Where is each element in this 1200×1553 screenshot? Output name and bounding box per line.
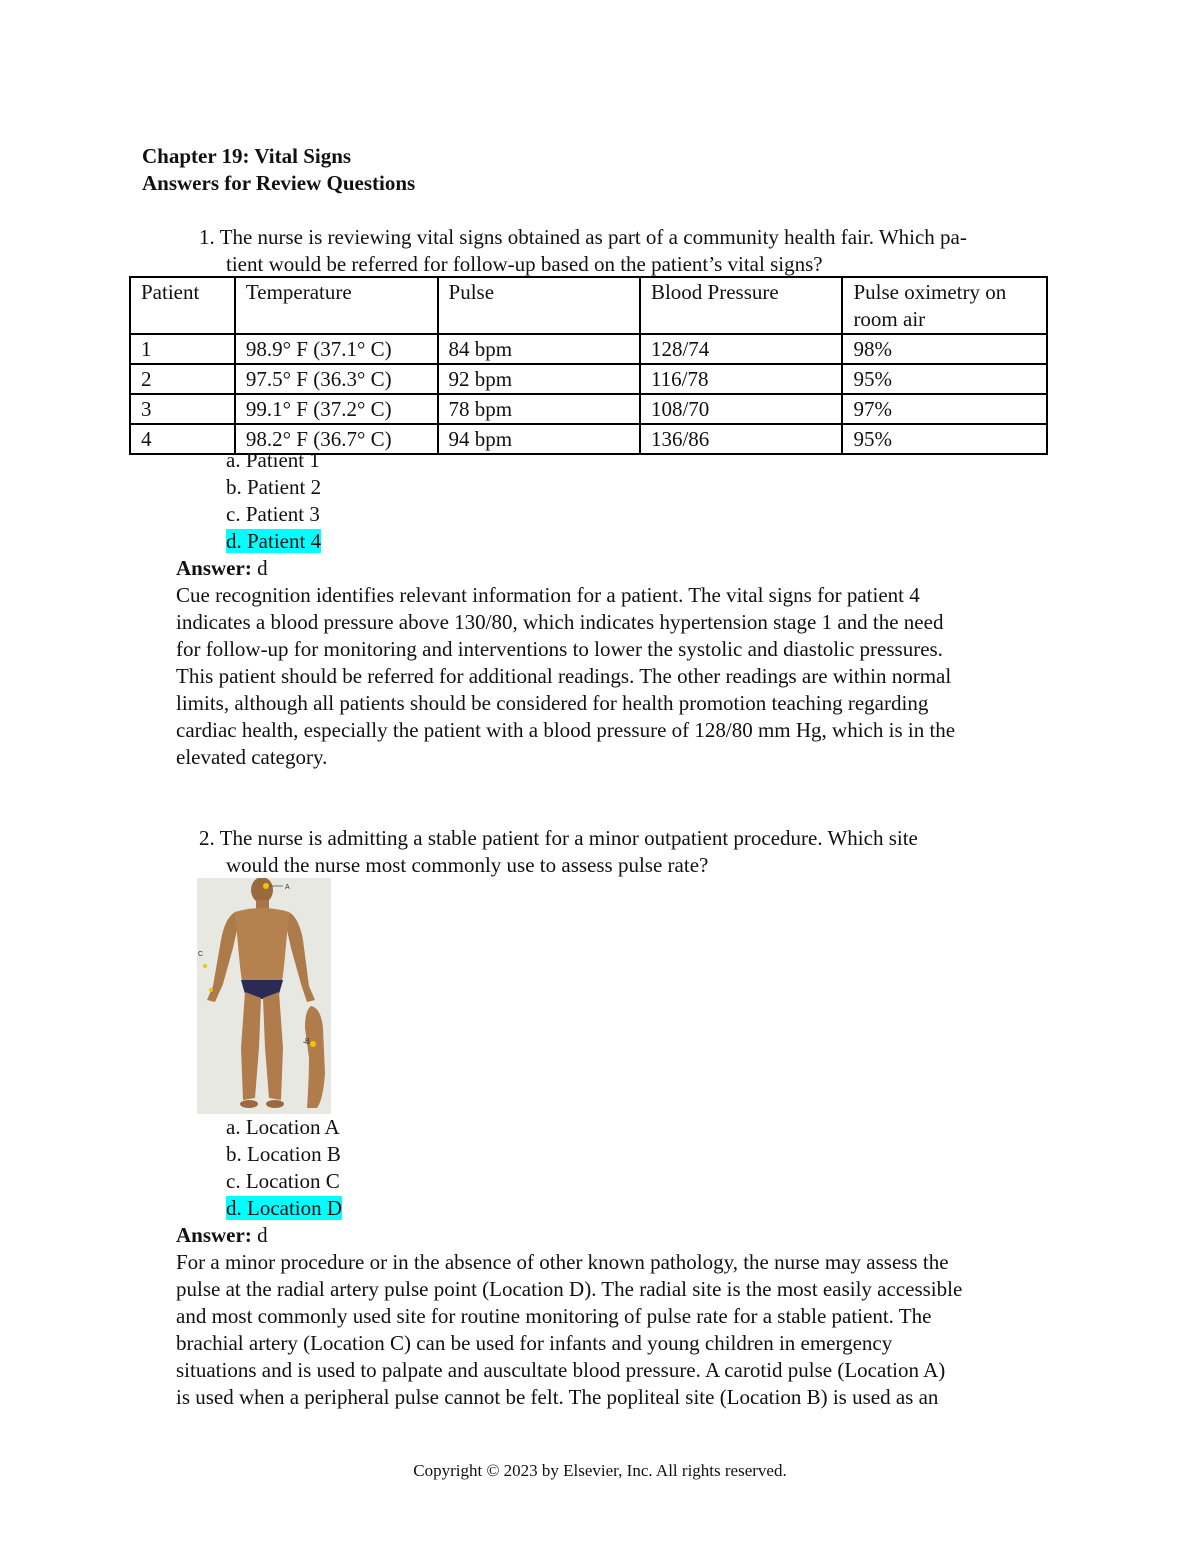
q1-option-b: b. Patient 2 bbox=[226, 475, 322, 499]
q1-option-d bbox=[226, 528, 321, 555]
q1-answer-value: d bbox=[257, 556, 268, 580]
q1-option-a: a. Patient 1 bbox=[226, 448, 320, 472]
vital-signs-table bbox=[129, 276, 1048, 455]
pulse-sites-figure bbox=[197, 878, 331, 1114]
q2-option-a: a. Location A bbox=[226, 1115, 340, 1139]
q2-option-d bbox=[226, 1195, 342, 1222]
q2-option-d-highlight: d. Location D bbox=[226, 1196, 343, 1220]
q1-rationale-line: cardiac health, especially the patient with a blood pressure of 128/80 mm Hg, which is in the bbox=[176, 718, 956, 742]
section-subtitle: Answers for Review Questions bbox=[142, 171, 416, 195]
table-cell: 1 bbox=[130, 334, 235, 364]
table-header-row bbox=[130, 277, 1047, 334]
figure-label-c: C bbox=[198, 951, 204, 958]
table-cell: 136/86 bbox=[640, 424, 843, 454]
human-body-illustration bbox=[197, 878, 331, 1114]
q1-rationale-line: indicates a blood pressure above 130/80, which indicates hypertension stage 1 and the need bbox=[176, 610, 944, 634]
q1-option-c: c. Patient 3 bbox=[226, 502, 320, 526]
q1-stem-line1: 1. The nurse is reviewing vital signs obtained as part of a community health fair. Which pa- bbox=[199, 225, 967, 249]
table-header-cell: Temperature bbox=[235, 277, 438, 334]
q1-stem-line2: tient would be referred for follow-up based on the patient’s vital signs? bbox=[226, 252, 823, 276]
q2-rationale-line: and most commonly used site for routine monitoring of pulse rate for a stable patient. The bbox=[176, 1304, 932, 1328]
table-header-cell: Patient bbox=[130, 277, 235, 334]
q2-answer-label: Answer: bbox=[176, 1223, 252, 1247]
table-cell: 84 bpm bbox=[438, 334, 640, 364]
table-cell: 98.9° F (37.1° C) bbox=[235, 334, 438, 364]
table-cell: 98% bbox=[842, 334, 1047, 364]
q2-option-c: c. Location C bbox=[226, 1169, 340, 1193]
table-header-cell: Pulse bbox=[438, 277, 640, 334]
table-cell: 95% bbox=[842, 424, 1047, 454]
table-cell: 128/74 bbox=[640, 334, 843, 364]
q1-answer bbox=[176, 555, 268, 582]
table-cell: 95% bbox=[842, 364, 1047, 394]
table-row bbox=[130, 364, 1047, 394]
q2-option-b: b. Location B bbox=[226, 1142, 341, 1166]
table-cell: 94 bpm bbox=[438, 424, 640, 454]
pulse-point-d-marker bbox=[209, 988, 213, 992]
q1-rationale-line: Cue recognition identifies relevant information for a patient. The vital signs for patient 4 bbox=[176, 583, 920, 607]
table-cell: 108/70 bbox=[640, 394, 843, 424]
table-cell: 78 bpm bbox=[438, 394, 640, 424]
q1-answer-label: Answer: bbox=[176, 556, 252, 580]
figure-label-a: A bbox=[285, 884, 290, 891]
q2-rationale-line: is used when a peripheral pulse cannot be felt. The popliteal site (Location B) is used as an bbox=[176, 1385, 939, 1409]
table-cell: 97% bbox=[842, 394, 1047, 424]
pulse-point-b-marker bbox=[310, 1041, 316, 1047]
chapter-title: Chapter 19: Vital Signs bbox=[142, 144, 352, 168]
table-row bbox=[130, 394, 1047, 424]
q2-stem-line2: would the nurse most commonly use to assess pulse rate? bbox=[226, 853, 709, 877]
pulse-point-c-marker bbox=[203, 964, 207, 968]
figure-label-b: B bbox=[305, 1038, 310, 1045]
table-cell: 97.5° F (36.3° C) bbox=[235, 364, 438, 394]
table-cell: 3 bbox=[130, 394, 235, 424]
pulse-point-a-marker bbox=[263, 883, 269, 889]
table-row bbox=[130, 334, 1047, 364]
table-header-cell: Pulse oximetry on room air bbox=[842, 277, 1047, 334]
q1-rationale-line: limits, although all patients should be considered for health promotion teaching regarding bbox=[176, 691, 929, 715]
table-cell: 99.1° F (37.2° C) bbox=[235, 394, 438, 424]
q2-rationale-line: For a minor procedure or in the absence of other known pathology, the nurse may assess the bbox=[176, 1250, 949, 1274]
q2-rationale-line: pulse at the radial artery pulse point (Location D). The radial site is the most easily accessible bbox=[176, 1277, 963, 1301]
q2-answer-value: d bbox=[257, 1223, 268, 1247]
table-cell: 4 bbox=[130, 424, 235, 454]
q2-answer bbox=[176, 1222, 268, 1249]
table-cell: 98.2° F (36.7° C) bbox=[235, 424, 438, 454]
q1-rationale-line: This patient should be referred for additional readings. The other readings are within normal bbox=[176, 664, 952, 688]
table-cell: 92 bpm bbox=[438, 364, 640, 394]
q2-rationale-line: situations and is used to palpate and auscultate blood pressure. A carotid pulse (Location A) bbox=[176, 1358, 946, 1382]
q1-rationale-line: elevated category. bbox=[176, 745, 328, 769]
q2-rationale-line: brachial artery (Location C) can be used for infants and young children in emergency bbox=[176, 1331, 893, 1355]
q1-rationale-line: for follow-up for monitoring and interventions to lower the systolic and diastolic pressures. bbox=[176, 637, 943, 661]
table-cell: 2 bbox=[130, 364, 235, 394]
q1-option-d-highlight: d. Patient 4 bbox=[226, 529, 322, 553]
table-header-cell: Blood Pressure bbox=[640, 277, 843, 334]
q2-stem-line1: 2. The nurse is admitting a stable patient for a minor outpatient procedure. Which site bbox=[199, 826, 918, 850]
copyright-footer: Copyright © 2023 by Elsevier, Inc. All rights reserved. bbox=[413, 1461, 787, 1480]
table-cell: 116/78 bbox=[640, 364, 843, 394]
